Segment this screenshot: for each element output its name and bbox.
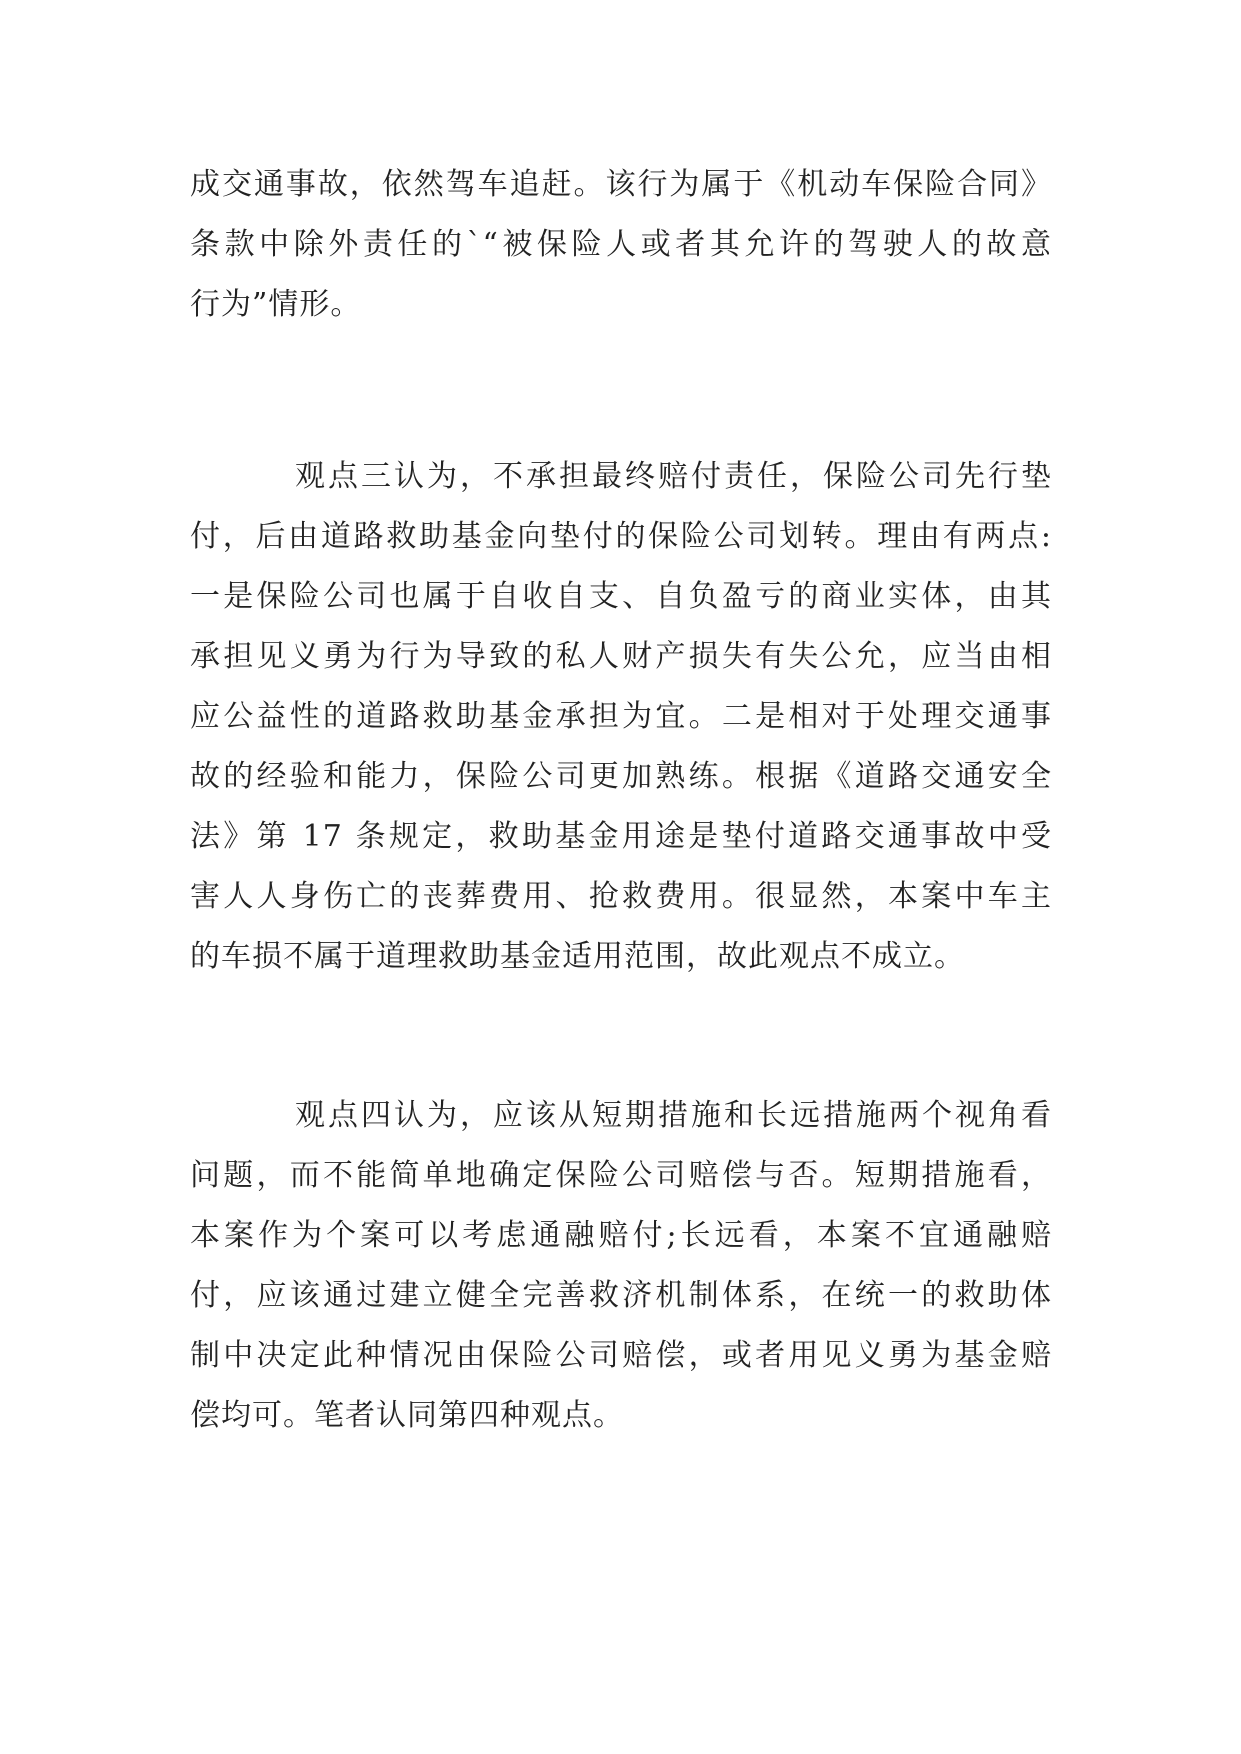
paragraph-2 — [190, 447, 1052, 987]
text-line: 制中决定此种情况由保险公司赔偿，或者用见义勇为基金赔 — [190, 1338, 1052, 1373]
text-line: 一是保险公司也属于自收自支、自负盈亏的商业实体，由其 — [190, 579, 1052, 614]
text-line: 付，应该通过建立健全完善救济机制体系，在统一的救助体 — [190, 1278, 1052, 1313]
text-line: 付，后由道路救助基金向垫付的保险公司划转。理由有两点: — [190, 519, 1052, 554]
text-line: 承担见义勇为行为导致的私人财产损失有失公允，应当由相 — [190, 639, 1052, 674]
text-line: 本案作为个案可以考虑通融赔付;长远看，本案不宜通融赔 — [190, 1218, 1052, 1253]
text-line: 故的经验和能力，保险公司更加熟练。根据《道路交通安全 — [190, 759, 1052, 794]
text-line: 的车损不属于道理救助基金适用范围，故此观点不成立。 — [190, 939, 965, 974]
text-line: 条款中除外责任的`“被保险人或者其允许的驾驶人的故意 — [190, 227, 1052, 262]
text-line: 观点三认为，不承担最终赔付责任，保险公司先行垫 — [295, 459, 1052, 494]
text-line: 观点四认为，应该从短期措施和长远措施两个视角看 — [295, 1098, 1052, 1133]
text-line: 应公益性的道路救助基金承担为宜。二是相对于处理交通事 — [190, 699, 1052, 734]
text-line: 法》第 17 条规定，救助基金用途是垫付道路交通事故中受 — [190, 819, 1052, 854]
paragraph-1 — [190, 155, 1052, 335]
text-line: 成交通事故，依然驾车追赶。该行为属于《机动车保险合同》 — [190, 167, 1052, 202]
paragraph-3 — [190, 1086, 1052, 1446]
text-line: 问题，而不能简单地确定保险公司赔偿与否。短期措施看， — [190, 1158, 1052, 1193]
text-line: 害人人身伤亡的丧葬费用、抢救费用。很显然，本案中车主 — [190, 879, 1052, 914]
text-line: 行为”情形。 — [190, 287, 362, 322]
text-line: 偿均可。笔者认同第四种观点。 — [190, 1398, 624, 1433]
